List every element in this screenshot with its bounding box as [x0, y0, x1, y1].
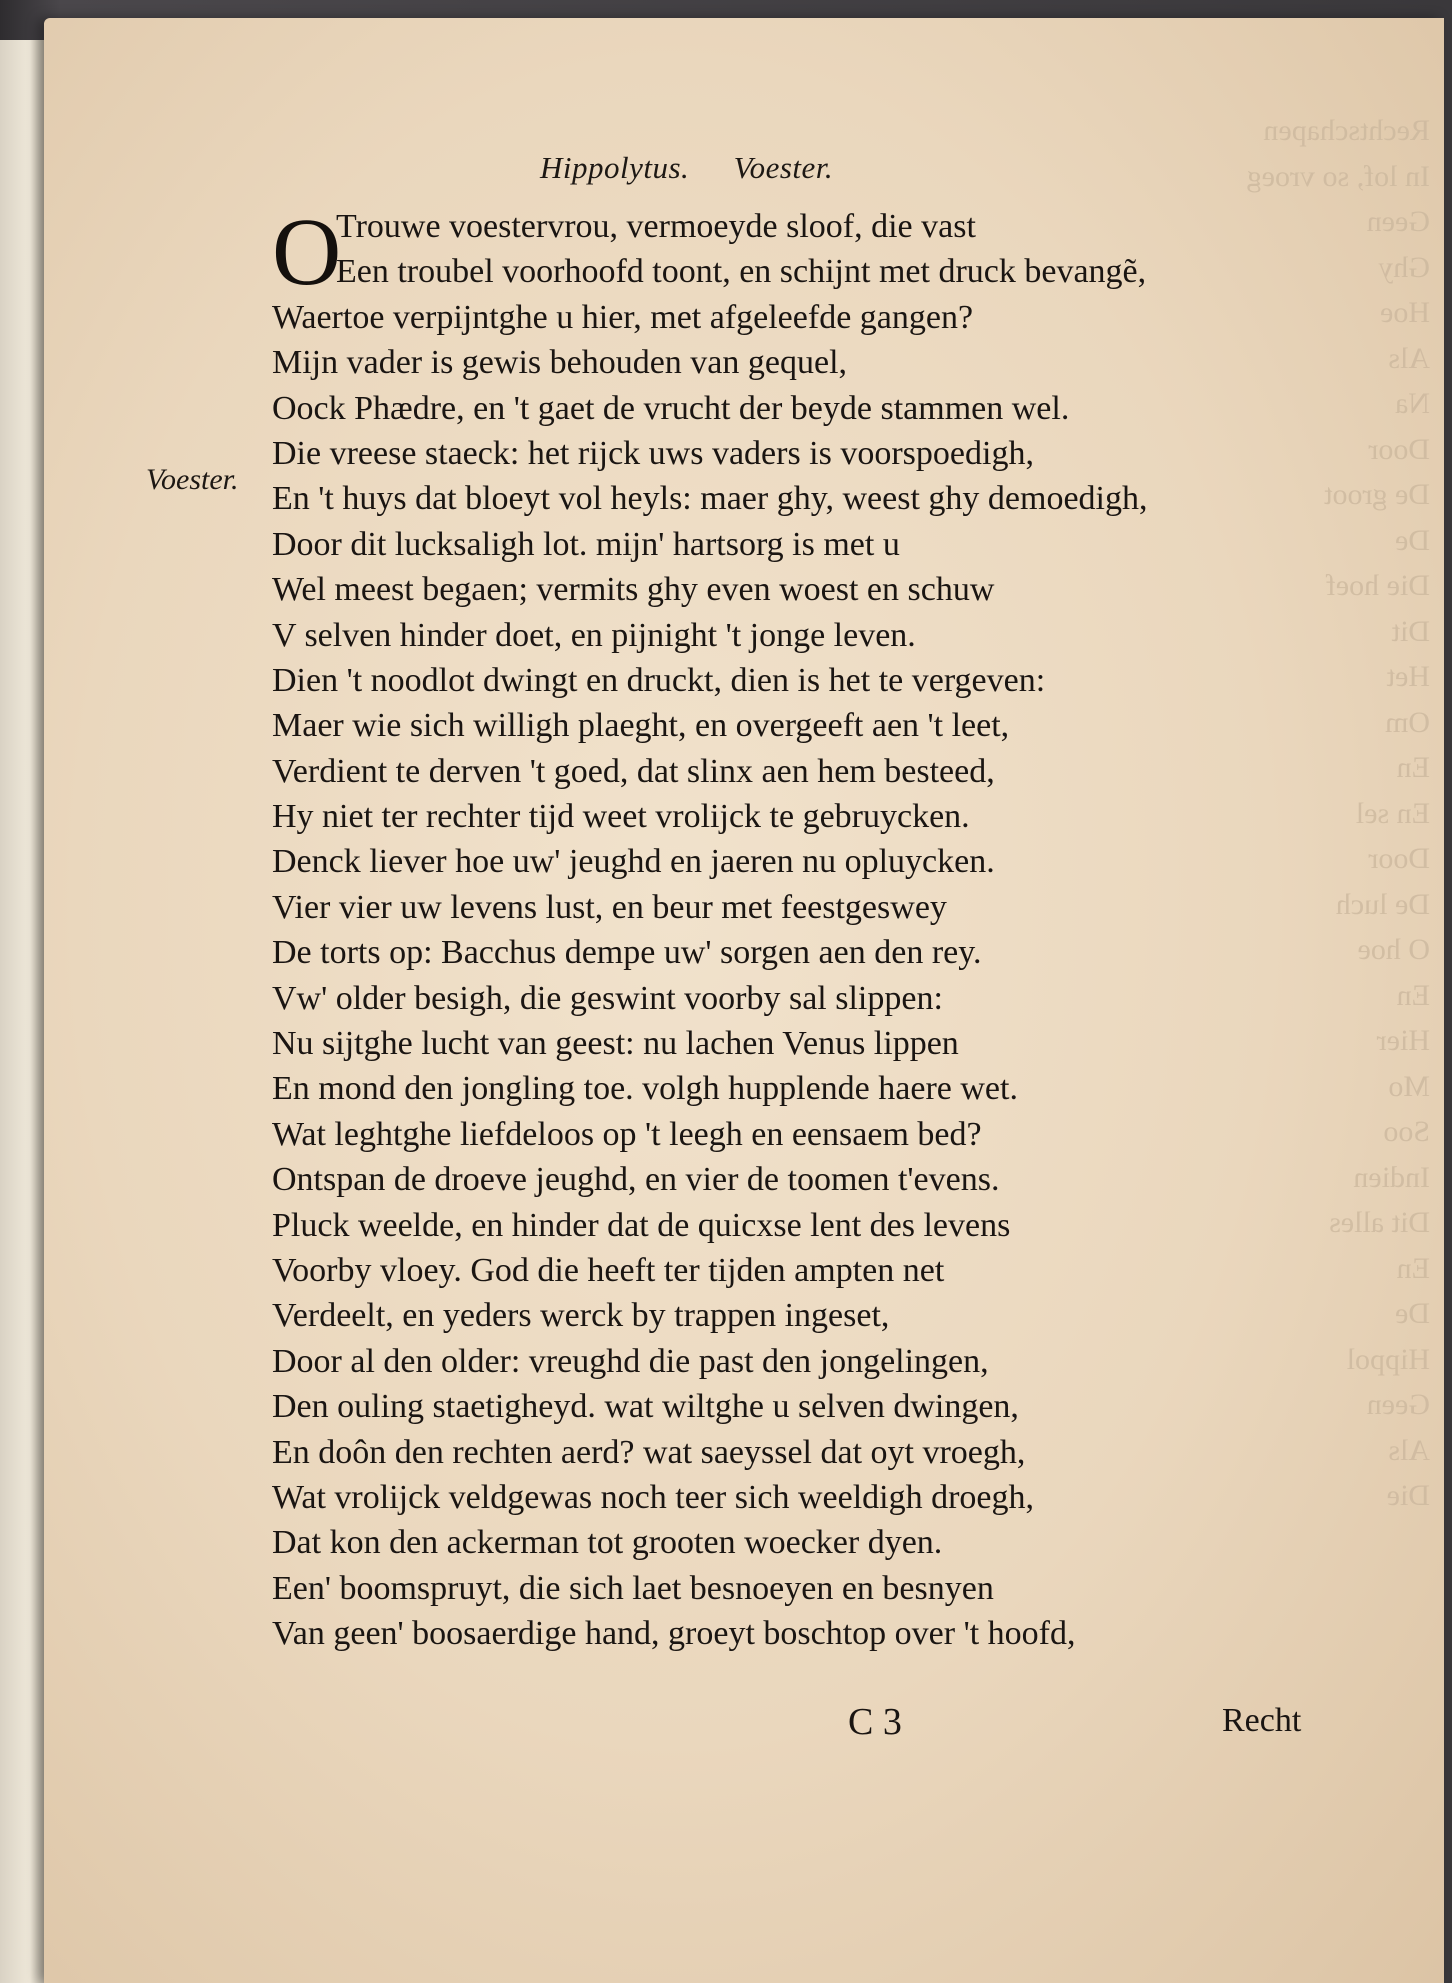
verse-line: Die vreese staeck: het rijck uws vaders is voorspoedigh,: [272, 434, 1034, 472]
verse-line: Een troubel voorhoofd toont, en schijnt met druck bevangẽ,: [336, 253, 1147, 291]
verse-line: Maer wie sich willigh plaeght, en overgeeft aen 't leet,: [272, 707, 1010, 745]
drop-cap: O: [272, 198, 342, 305]
verse-line: Oock Phædre, en 't gaet de vrucht der beyde stammen wel.: [272, 389, 1070, 427]
speaker-label: Voester.: [146, 463, 239, 496]
verse-line: Wel meest begaen; vermits ghy even woest en schuw: [272, 571, 995, 609]
verse-line: Vier vier uw levens lust, en beur met feestgeswey: [272, 888, 947, 926]
verse-line: Van geen' boosaerdige hand, groeyt boschtop over 't hoofd,: [272, 1615, 1076, 1653]
running-head-title: Hippolytus.: [540, 150, 690, 185]
verse-line: Denck liever hoe uw' jeughd en jaeren nu opluycken.: [272, 843, 995, 881]
verse-line: De torts op: Bacchus dempe uw' sorgen aen den rey.: [272, 934, 982, 972]
verse-line: Den ouling staetigheyd. wat wiltghe u selven dwingen,: [272, 1388, 1019, 1426]
verse-line: Door al den older: vreughd die past den jongelingen,: [272, 1342, 989, 1380]
verse-line: Waertoe verpijntghe u hier, met afgeleefde gangen?: [272, 298, 974, 336]
verse-line: Wat vrolijck veldgewas noch teer sich weeldigh droegh,: [272, 1478, 1035, 1516]
verse-line: Nu sijtghe lucht van geest: nu lachen Venus lippen: [272, 1025, 959, 1063]
show-through-text: Rechtschapen In lof, so vroeg Geen Ghy Hoe Als Na Door De groot De Die hoef Dit Het Om En En sel Door De luch O hoe En Hier Mo Soo Indien Dit alles En De Hippol Geen Als Die: [1246, 114, 1430, 1512]
running-head-speaker: Voester.: [733, 150, 834, 185]
signature-mark: C 3: [848, 1701, 902, 1743]
verse-line: Verdeelt, en yeders werck by trappen ingeset,: [272, 1297, 890, 1335]
previous-page-edge: [0, 40, 50, 1983]
verse-line: Voorby vloey. God die heeft ter tijden ampten net: [272, 1251, 945, 1289]
verse-line: Wat leghtghe liefdeloos op 't leegh en eensaem bed?: [272, 1115, 982, 1153]
verse-line: Dien 't noodlot dwingt en druckt, dien is het te vergeven:: [272, 661, 1046, 699]
verse-line: En mond den jongling toe. volgh hupplende haere wet.: [272, 1070, 1018, 1108]
verse-line: En 't huys dat bloeyt vol heyls: maer ghy, weest ghy demoedigh,: [272, 480, 1148, 518]
verse-line: Een' boomspruyt, die sich laet besnoeyen en besnyen: [272, 1569, 994, 1607]
verse-block: [272, 198, 1332, 1657]
running-head: [540, 150, 833, 186]
verse-line: Trouwe voestervrou, vermoeyde sloof, die vast: [336, 208, 976, 245]
verse-line: Ontspan de droeve jeughd, en vier de toomen t'evens.: [272, 1161, 1000, 1199]
verse-line: Hy niet ter rechter tijd weet vrolijck te gebruycken.: [272, 798, 970, 836]
verse-line: Verdient te derven 't goed, dat slinx aen hem besteed,: [272, 752, 995, 790]
verse-line: Vw' older besigh, die geswint voorby sal slippen:: [272, 979, 943, 1017]
verse-line: En doôn den rechten aerd? wat saeyssel dat oyt vroegh,: [272, 1433, 1026, 1471]
verse-line: Mijn vader is gewis behouden van gequel,: [272, 344, 848, 382]
verse-line: V selven hinder doet, en pijnight 't jonge leven.: [272, 616, 916, 654]
catchword: Recht: [1222, 1702, 1302, 1739]
verse-line: Door dit lucksaligh lot. mijn' hartsorg is met u: [272, 525, 900, 563]
verse-line: Dat kon den ackerman tot grooten woecker dyen.: [272, 1524, 943, 1562]
verse-line: Pluck weelde, en hinder dat de quicxse lent des levens: [272, 1206, 1011, 1244]
